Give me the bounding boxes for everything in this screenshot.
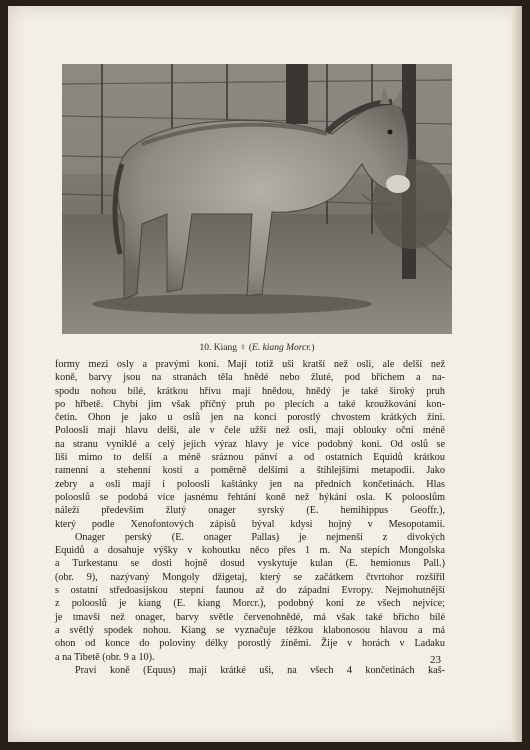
text-line: formy mezi osly a pravými koni. Mají totiž uši kratší než osli, ale delší než (55, 359, 445, 370)
text-line: náleží především žlutý onager syrský (E. hemihippus Geoffr.), (55, 505, 445, 517)
text-line: (obr. 9), nazývaný Mongoly džigetaj, který se začátkem čtvrtohor rozšířil (55, 571, 445, 583)
text-line: je tmavší než onager, barvy světle červenohnědé, má však také břicho bílé (55, 611, 445, 623)
text-line: Onager perský (E. onager Pallas) je nejmenší z divokých (75, 531, 445, 543)
text-line: polooslů se podobá více jasnému řehtání koně než hýkání osla. K polooslům (55, 491, 445, 503)
text-line: po hřbetě. Chybí jim však příčný pruh po plecích a také kroužkování kon- (55, 398, 445, 410)
text-line: četin. Ohon je jako u oslů jen na konci porostlý chvostem krátkých žíní. (55, 412, 445, 424)
body-text (55, 358, 445, 677)
text-line: zebry a osli mají i poloosli kaštánky jen na předních končetinách. Hlas (55, 478, 445, 490)
text-line: Equidů a dosahuje výšky v kohoutku něco přes 1 m. Na stepích Mongolska (55, 545, 445, 557)
text-line: ohon od konce do poloviny délky porostlý žíněmi. Žije v horách v Ladaku (55, 638, 445, 650)
text-line: liší mimo to delší a méně sráznou pánví a od ostatních Equidů krátkou (55, 452, 445, 464)
text-line: z polooslů je kiang (E. kiang Morcr.), podobný koni ze všech nejvíce; (55, 598, 445, 610)
page-spine-shadow (512, 6, 522, 742)
text-line: spodu nohou bílé, krátkou hřívu mají hnědou, hnědý je také široký pruh (55, 385, 445, 397)
text-line: na stranu vyniklé a celý jejich výraz hlavy je více podobný koni. Od oslů se (55, 438, 445, 450)
text-line: Poloosli mají hlavu delší, ale v čele užší než osli, mají oblouky oční méně (55, 425, 445, 437)
caption-suffix: ) (311, 343, 315, 353)
text-line: s ostatní středoasijskou stepní faunou až do západní Evropy. Nejmohutnější (55, 585, 445, 597)
caption-species: E. kiang Morcr. (252, 343, 312, 353)
kiang-photograph (62, 64, 452, 334)
text-line: který podle Xenofontových zápisů býval kdysi hojný v Mesopotamii. (55, 518, 445, 530)
text-line: a Turkestanu se dosti hojně dosud vyskytuje kulan (E. hemionus Pall.) (55, 558, 445, 570)
kiang-photo-illustration (62, 64, 452, 334)
text-line: ramenní a stehenní kostí a poměrně delšími a štíhlejšími metapodii. Jako (55, 465, 445, 477)
page-number: 23 (430, 654, 441, 666)
text-line: Praví koně (Equus) mají krátké uši, na všech 4 končetinách kaš- (75, 664, 445, 676)
caption-prefix: 10. Kiang ♀ ( (199, 343, 253, 353)
text-line: a světlý spodek nohou. Kiang se vyznačuje těžkou klabonosou hlavou a má (55, 624, 445, 636)
text-line: koně, barvy jsou na stranách těla hnědé nebo žluté, pod břichem a na- (55, 372, 445, 384)
text-line: a na Tibetě (obr. 9 a 10). (55, 651, 155, 663)
figure-caption (62, 343, 452, 353)
